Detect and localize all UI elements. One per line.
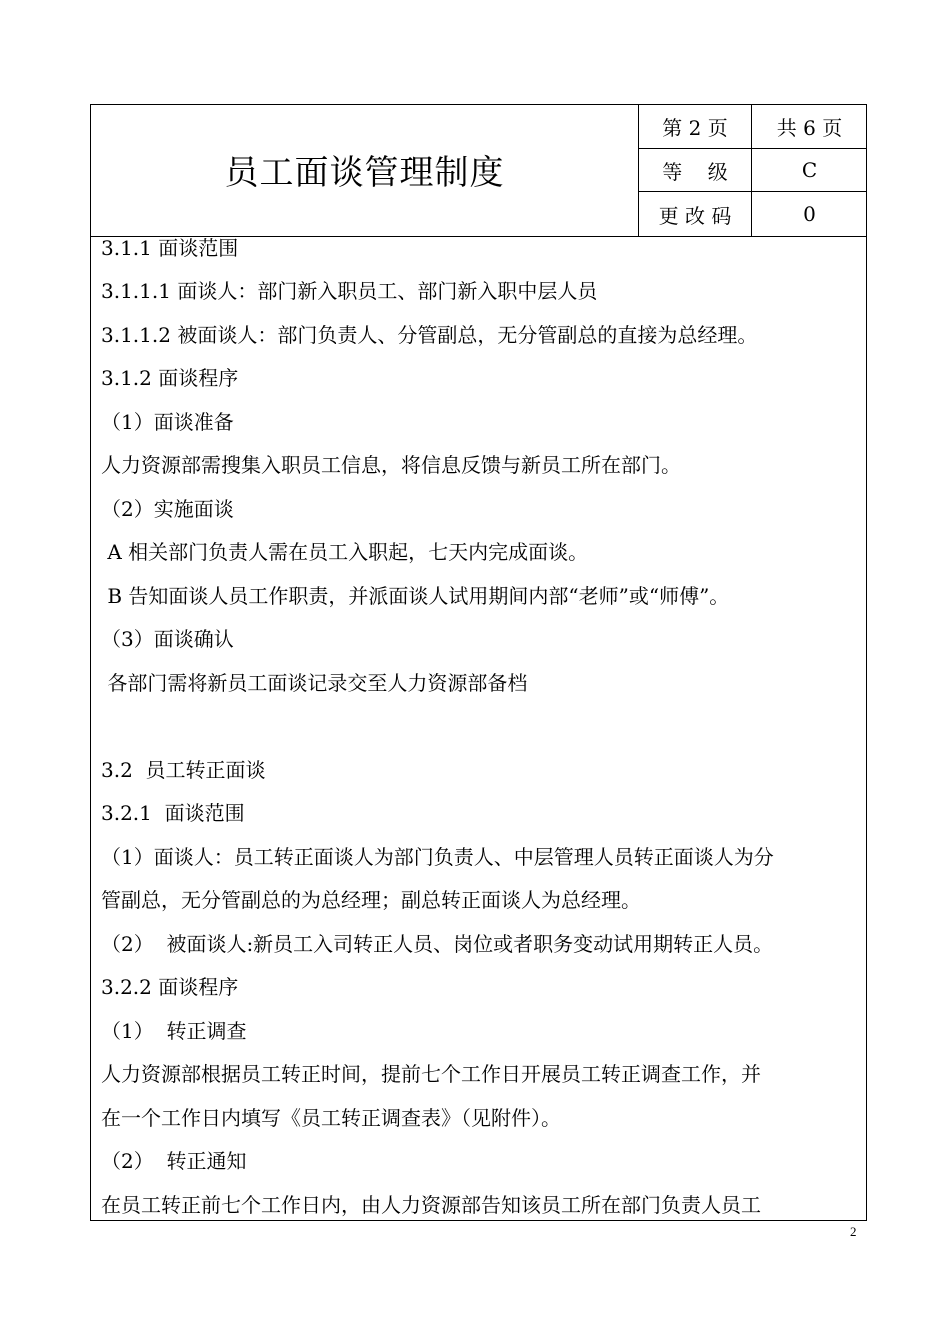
- body-line: （1）面谈人：员工转正面谈人为部门负责人、中层管理人员转正面谈人为分: [101, 845, 774, 869]
- body-line: （3）面谈确认: [101, 627, 234, 651]
- body-line: 在员工转正前七个工作日内，由人力资源部告知该员工所在部门负责人员工: [101, 1193, 761, 1217]
- body-line: A 相关部门负责人需在员工入职起，七天内完成面谈。: [101, 540, 589, 564]
- level-label: 等 级: [639, 149, 752, 191]
- document-frame: [90, 104, 867, 1221]
- page-number: 2: [850, 1224, 857, 1239]
- document-header: [91, 105, 866, 237]
- page-label: 第 2 页: [639, 105, 752, 148]
- meta-row-page: [639, 105, 867, 149]
- body-line: 人力资源部根据员工转正时间，提前七个工作日开展员工转正调查工作，并: [101, 1062, 761, 1086]
- body-line: （2） 转正通知: [101, 1149, 247, 1173]
- body-line: B 告知面谈人员工作职责，并派面谈人试用期间内部“老师”或“师傅”。: [101, 584, 730, 608]
- document-meta-table: [638, 105, 867, 236]
- meta-row-revision: [639, 192, 867, 236]
- level-value: C: [801, 158, 818, 182]
- body-line: 各部门需将新员工面谈记录交至人力资源部备档: [101, 671, 528, 695]
- revision-value: 0: [803, 202, 816, 226]
- body-line: 3.1.1 面谈范围: [101, 236, 239, 260]
- body-line: （1） 转正调查: [101, 1019, 247, 1043]
- revision-label: 更 改 码: [639, 192, 752, 236]
- body-line: 3.2.1 面谈范围: [101, 801, 245, 825]
- body-line: （2）实施面谈: [101, 497, 234, 521]
- body-line: 人力资源部需搜集入职员工信息，将信息反馈与新员工所在部门。: [101, 453, 681, 477]
- body-line: 在一个工作日内填写《员工转正调查表》（见附件）。: [101, 1106, 561, 1130]
- body-line: 3.1.1.1 面谈人：部门新入职员工、部门新入职中层人员: [101, 279, 598, 303]
- body-line: （1）面谈准备: [101, 410, 234, 434]
- body-line: 3.1.1.2 被面谈人：部门负责人、分管副总，无分管副总的直接为总经理。: [101, 323, 758, 347]
- body-line: 3.2 员工转正面谈: [101, 758, 266, 782]
- meta-row-level: [639, 149, 867, 192]
- body-line: 管副总，无分管副总的为总经理；副总转正面谈人为总经理。: [101, 888, 641, 912]
- body-line: 3.2.2 面谈程序: [101, 975, 239, 999]
- body-line: 3.1.2 面谈程序: [101, 366, 239, 390]
- body-line: （2） 被面谈人:新员工入司转正人员、岗位或者职务变动试用期转正人员。: [101, 932, 774, 956]
- total-pages-label: 共 6 页: [776, 116, 843, 140]
- document-title: 员工面谈管理制度: [224, 153, 505, 193]
